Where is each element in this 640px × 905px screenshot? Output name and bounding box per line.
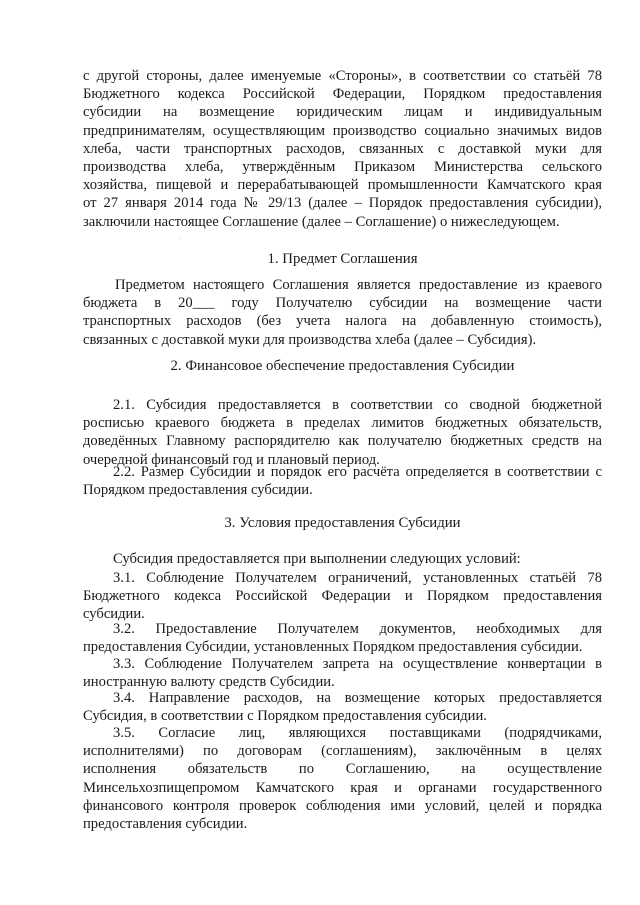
text-line: предоставления субсидии. — [83, 816, 248, 833]
intro-paragraph — [83, 67, 602, 231]
text-line: исполнения обязательств по Соглашению, на осуществление — [83, 761, 602, 778]
text-line: росписью краевого бюджета в пределах лимитов бюджетных обязательств, — [83, 415, 602, 432]
text-line: 3.5. Согласие лиц, являющихся поставщиками (подрядчиками, — [113, 725, 602, 741]
text-line: хлеба, части транспортных расходов, связанных с доставкой муки для — [83, 140, 602, 157]
clause-2-2 — [83, 463, 602, 499]
text-line: транспортных расходов (без учета налога на добавленную стоимость), — [83, 313, 602, 330]
clause-2-1 — [83, 396, 602, 469]
clause-3-5 — [83, 724, 602, 833]
text-line: производства хлеба, утверждённым Приказом Министерства сельского — [83, 159, 602, 176]
text-line: 3.3. Соблюдение Получателем запрета на осуществление конвертации в — [113, 656, 602, 672]
text-line: субсидии на возмещение юридическим лицам и индивидуальным — [83, 104, 602, 121]
text-line: очередной финансовый год и плановый период. — [83, 451, 380, 468]
scan-speck — [180, 238, 181, 239]
text-line: 2.2. Размер Субсидии и порядок его расчёта определяется в соответствии с — [113, 464, 602, 480]
text-line: Бюджетного кодекса Российской Федерации, Порядком предоставления — [83, 86, 602, 103]
text-line: исполнителями) по договорам (соглашениям), заключённым в целях — [83, 743, 602, 760]
clause-3-3 — [83, 655, 602, 691]
text-line: бюджета в 20___ году Получателю субсидии на возмещение части — [83, 295, 602, 312]
text-line: хозяйства, пищевой и перерабатывающей промышленности Камчатского края — [83, 177, 602, 194]
text-line: с другой стороны, далее именуемые «Стороны», в соответствии со статьёй 78 — [83, 68, 602, 84]
text-line: 3.1. Соблюдение Получателем ограничений, установленных статьёй 78 — [113, 570, 602, 586]
text-line: финансового контроля проверок соблюдения ими условий, целей и порядка — [83, 797, 602, 814]
text-line: доведённых Главному распорядителю как получателю бюджетных средств на — [83, 433, 602, 450]
text-line: Субсидия предоставляется при выполнении следующих условий: — [113, 551, 521, 567]
text-line: 3.4. Направление расходов, на возмещение которых предоставляется — [113, 690, 602, 706]
text-line: предоставления Субсидии, установленных Порядком предоставления субсидии. — [83, 639, 583, 656]
clause-3-2 — [83, 620, 602, 656]
text-line: связанных с доставкой муки для производства хлеба (далее – Субсидия). — [83, 331, 537, 348]
text-line: субсидии. — [83, 606, 145, 623]
clause-3-1 — [83, 569, 602, 624]
text-line: Порядком предоставления субсидии. — [83, 482, 313, 499]
text-line: от 27 января 2014 года № 29/13 (далее – Порядок предоставления субсидии), — [83, 195, 602, 212]
text-line: предпринимателям, осуществляющим производство социально значимых видов — [83, 122, 602, 139]
text-line: Субсидия, в соответствии с Порядком предоставления субсидии. — [83, 708, 487, 725]
section-3-heading: 3. Условия предоставления Субсидии — [224, 515, 461, 531]
text-line: Минсельхозпищепромом Камчатского края и органами государственного — [83, 779, 602, 796]
text-line: заключили настоящее Соглашение (далее – Соглашение) о нижеследующем. — [83, 213, 560, 230]
section-3-intro — [83, 550, 602, 568]
text-line: Предметом настоящего Соглашения является предоставление из краевого — [115, 277, 602, 293]
text-line: Бюджетного кодекса Российской Федерации и Порядком предоставления — [83, 588, 602, 605]
section-1-heading: 1. Предмет Соглашения — [267, 251, 418, 267]
section-1-paragraph — [83, 276, 602, 349]
clause-3-4 — [83, 689, 602, 725]
section-2-heading: 2. Финансовое обеспечение предоставления Субсидии — [170, 358, 515, 374]
text-line: 3.2. Предоставление Получателем документов, необходимых для — [113, 621, 602, 637]
text-line: иностранную валюту средств Субсидии. — [83, 674, 335, 691]
text-line: 2.1. Субсидия предоставляется в соответствии со сводной бюджетной — [113, 397, 602, 413]
